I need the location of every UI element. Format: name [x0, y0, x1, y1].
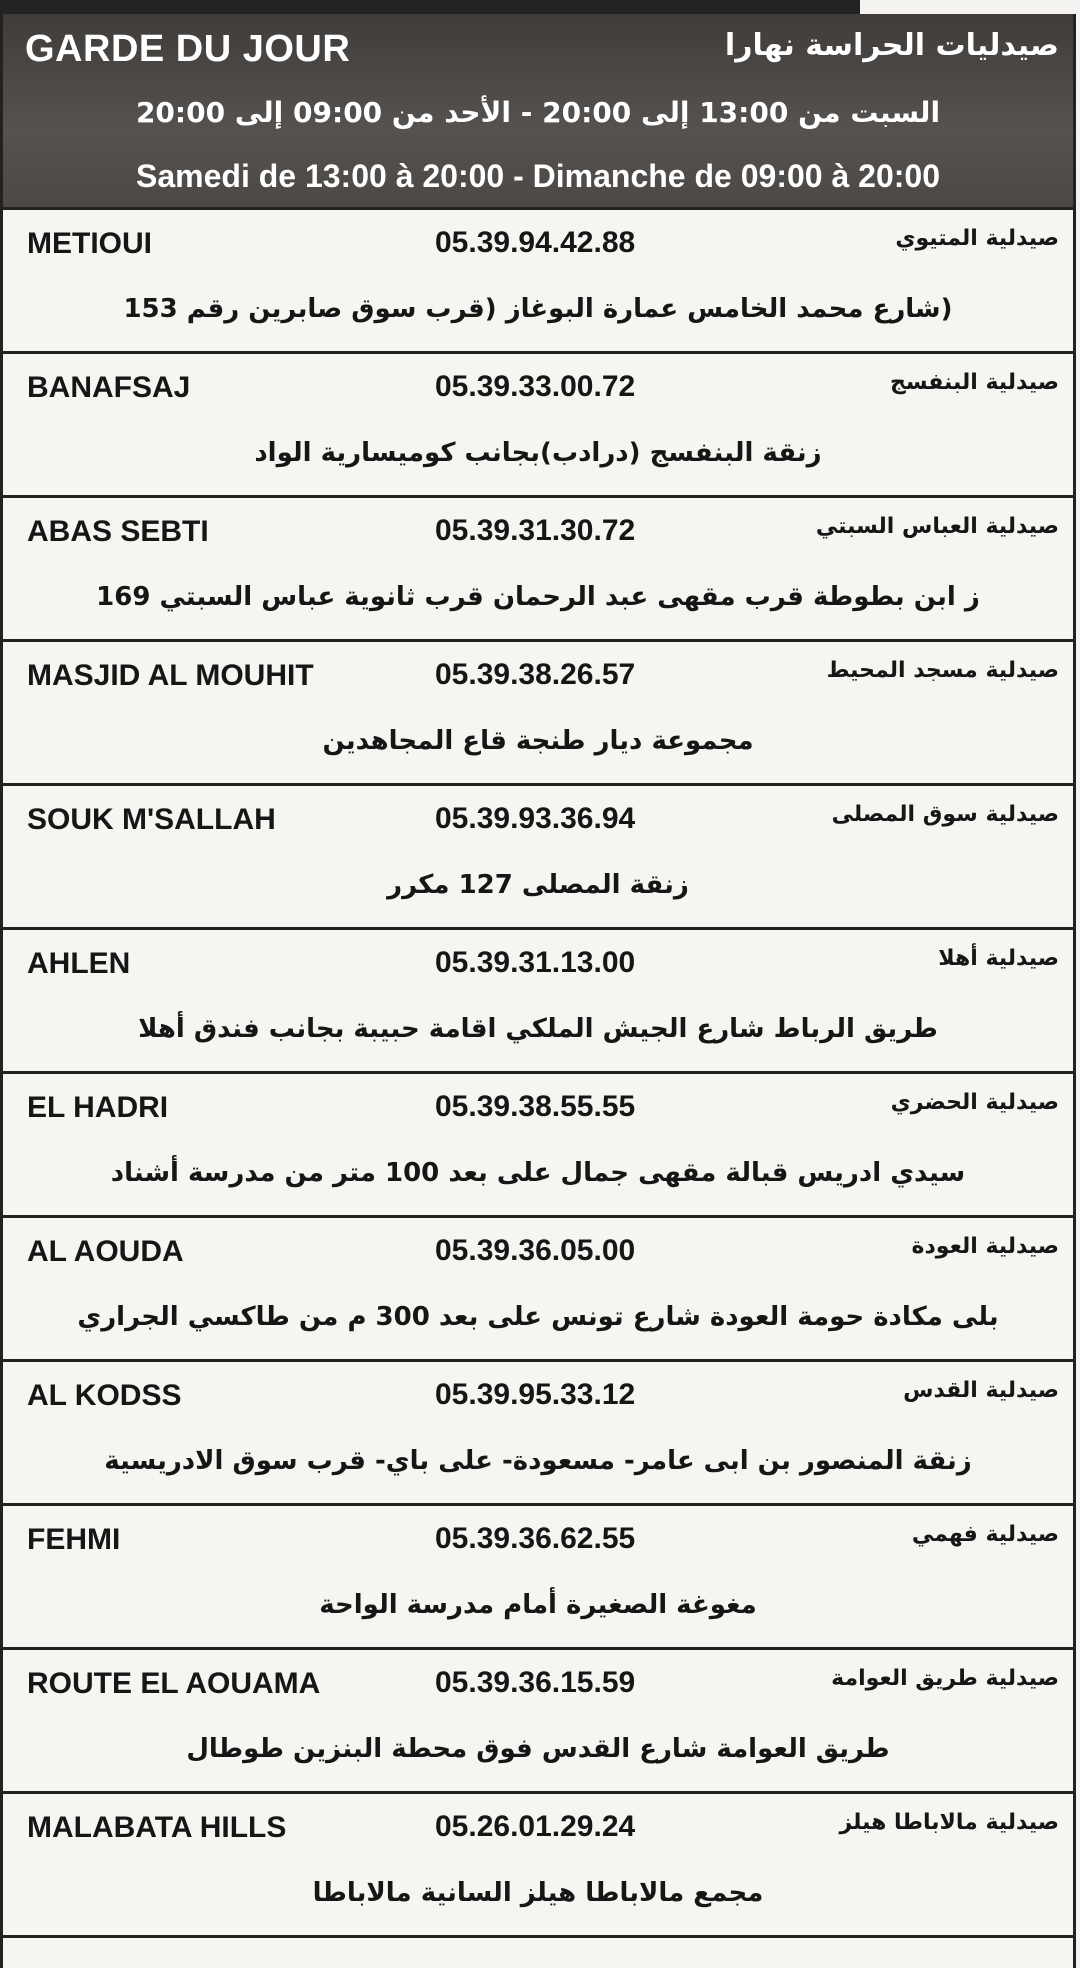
pharmacy-row — [3, 1794, 1073, 1938]
pharmacy-name: AL AOUDA — [27, 1235, 184, 1268]
pharmacy-name: ABAS SEBTI — [27, 515, 209, 548]
pharmacy-name: AL KODSS — [27, 1379, 182, 1412]
pharmacy-name: SOUK M'SALLAH — [27, 803, 276, 836]
pharmacy-phone: 05.39.36.05.00 — [435, 1234, 636, 1267]
pharmacy-name-ar: صيدلية العباس السبتي — [815, 514, 1059, 539]
pharmacy-name: MASJID AL MOUHIT — [27, 659, 314, 692]
top-dark-bar — [0, 0, 860, 14]
pharmacy-row — [3, 642, 1073, 786]
pharmacy-address: زنقة المصلى 127 مكرر — [387, 870, 689, 900]
pharmacy-name: METIOUI — [27, 227, 152, 260]
pharmacy-row — [3, 1362, 1073, 1506]
pharmacy-phone: 05.39.38.55.55 — [435, 1090, 636, 1123]
pharmacy-address: طريق العوامة شارع القدس فوق محطة البنزين طوطال — [186, 1734, 890, 1764]
pharmacy-address: سيدي ادريس قبالة مقهى جمال على بعد 100 متر من مدرسة أشناد — [110, 1158, 966, 1188]
pharmacy-row — [3, 498, 1073, 642]
pharmacy-name: MALABATA HILLS — [27, 1811, 287, 1844]
pharmacy-name-ar: صيدلية سوق المصلى — [831, 802, 1059, 827]
pharmacy-row — [3, 1218, 1073, 1362]
pharmacy-phone: 05.39.36.62.55 — [435, 1522, 636, 1555]
pharmacy-phone: 05.39.36.15.59 — [435, 1666, 636, 1699]
pharmacy-address: (شارع محمد الخامس عمارة البوغاز (قرب سوق صابرين رقم 153 — [123, 294, 953, 324]
pharmacy-name-ar: صيدلية الحضري — [890, 1090, 1059, 1115]
pharmacy-row — [3, 1650, 1073, 1794]
schedule-header — [3, 14, 1073, 210]
pharmacy-row — [3, 1506, 1073, 1650]
header-title-ar: صيدليات الحراسة نهارا — [724, 28, 1059, 63]
pharmacy-address: زنقة البنفسج (درادب)بجانب كوميسارية الواد — [254, 438, 822, 468]
pharmacy-row — [3, 1074, 1073, 1218]
pharmacy-name-ar: صيدلية أهلا — [938, 946, 1059, 971]
pharmacy-name: ROUTE EL AOUAMA — [27, 1667, 321, 1700]
pharmacy-phone: 05.39.31.30.72 — [435, 514, 636, 547]
pharmacy-phone: 05.39.94.42.88 — [435, 226, 636, 259]
pharmacy-phone: 05.39.38.26.57 — [435, 658, 636, 691]
pharmacy-name-ar: صيدلية مسجد المحيط — [826, 658, 1059, 683]
header-hours-fr: Samedi de 13:00 à 20:00 - Dimanche de 09:00 à 20:00 — [136, 158, 940, 194]
pharmacy-name-ar: صيدلية المتيوي — [895, 226, 1059, 251]
pharmacy-name: AHLEN — [27, 947, 131, 980]
pharmacy-address: زنقة المنصور بن ابى عامر- مسعودة- على باي- قرب سوق الادريسية — [104, 1446, 972, 1476]
pharmacy-phone: 05.26.01.29.24 — [435, 1810, 636, 1843]
pharmacy-address: طريق الرباط شارع الجيش الملكي اقامة حبيبة بجانب فندق أهلا — [138, 1014, 938, 1044]
pharmacy-name-ar: صيدلية طريق العوامة — [831, 1666, 1059, 1691]
pharmacy-name: EL HADRI — [27, 1091, 169, 1124]
pharmacy-row — [3, 930, 1073, 1074]
pharmacy-address: مجموعة ديار طنجة قاع المجاهدين — [322, 726, 754, 756]
pharmacy-name-ar: صيدلية فهمي — [911, 1522, 1059, 1547]
pharmacy-phone: 05.39.95.33.12 — [435, 1378, 636, 1411]
pharmacy-name-ar: صيدلية العودة — [911, 1234, 1059, 1259]
pharmacy-address: بلى مكادة حومة العودة شارع تونس على بعد 300 م من طاكسي الجراري — [77, 1302, 999, 1332]
pharmacy-list — [3, 210, 1073, 1938]
pharmacy-name: BANAFSAJ — [27, 371, 191, 404]
pharmacy-name-ar: صيدلية مالاباطا هيلز — [839, 1810, 1059, 1835]
pharmacy-phone: 05.39.31.13.00 — [435, 946, 636, 979]
pharmacy-name-ar: صيدلية القدس — [903, 1378, 1059, 1403]
header-title-fr: GARDE DU JOUR — [25, 28, 351, 70]
pharmacy-name-ar: صيدلية البنفسج — [889, 370, 1059, 395]
pharmacy-name: FEHMI — [27, 1523, 121, 1556]
pharmacy-address: مجمع مالاباطا هيلز السانية مالاباطا — [312, 1878, 764, 1908]
pharmacy-row — [3, 210, 1073, 354]
pharmacy-row — [3, 786, 1073, 930]
pharmacy-phone: 05.39.93.36.94 — [435, 802, 636, 835]
header-hours-ar: السبت من 13:00 إلى 20:00 - الأحد من 09:00 إلى 20:00 — [135, 96, 941, 129]
pharmacy-phone: 05.39.33.00.72 — [435, 370, 636, 403]
pharmacy-row — [3, 354, 1073, 498]
pharmacy-address: ز ابن بطوطة قرب مقهى عبد الرحمان قرب ثانوية عباس السبتي 169 — [96, 582, 980, 612]
pharmacy-address: مغوغة الصغيرة أمام مدرسة الواحة — [319, 1590, 757, 1620]
pharmacy-schedule-sheet — [0, 14, 1076, 1968]
